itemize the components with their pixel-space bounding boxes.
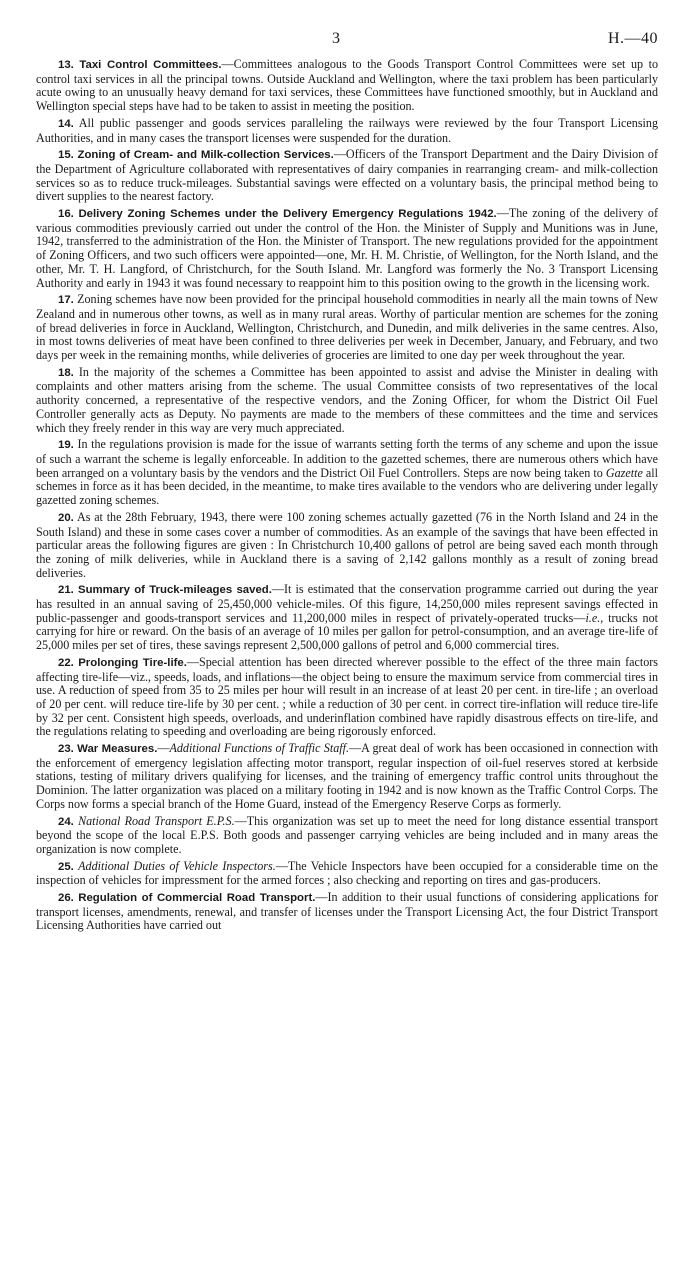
paragraph-text: As at the 28th February, 1943, there were 100 zoning schemes actually gazetted (76 in the North Island and 24 in the South Island) and these in some cases cover a number of commodities. As an example of the savings that have been effected in particular areas the following figures are given : In Christchurch 10,400 gallons of petrol are being saved each month through the zoning of milk deliveries, while in Auckland there is a saving of 2,142 gallons monthly as a result of zoning bread deliveries. <box>36 509 659 580</box>
paragraph-subheading: Additional Functions of Traffic Staff. <box>169 741 349 756</box>
paragraph-text: all schemes in force as it has been decided, in the meantime, to make tires available to the vendors who are delivering under legally gazetted zoning schemes. <box>36 465 658 508</box>
paragraph: 26. Regulation of Commercial Road Transport.—In addition to their usual functions of considering applications for transport licenses, amendments, renewal, and transfer of licenses under the Transport Licensing Act, the four District Transport Licensing Authorities have carried out <box>36 890 658 933</box>
paragraph <box>36 366 658 436</box>
paragraph <box>36 293 658 363</box>
paragraph: 25. Additional Duties of Vehicle Inspectors.—The Vehicle Inspectors have been occupied for a considerable time on the inspection of vehicles for impressment for the armed forces ; also checking and reporting on tires and gas-producers. <box>36 858 658 888</box>
paragraph: 13. Taxi Control Committees.—Committees analogous to the Goods Transport Control Committees were set up to control taxi services in all the principal towns. Outside Auckland and Wellington, where the taxi problem has been particularly acute owing to an unusually heavy demand for taxi services, these Committees have functioned smoothly, but in Auckland and Wellington special steps have had to be taken to assist in meeting the position. <box>36 57 658 114</box>
paragraph-text: The zoning of the delivery of various commodities previously carried out under the control of the Hon. the Minister of Supply and Munitions was in June, 1942, transferred to the administration of the Hon. the Minister of Transport. The new regulations provided for the appointment of Zoning Officers, and two such officers were appointed—one, Mr. H. M. Christie, of Wellington, for the North Island, and the other, Mr. T. H. Langford, of Christchurch, for the South Island. Mr. Langford was formerly the No. 3 Transport Licensing Authority and early in 1943 it was found necessary to reappoint him to this position owing to the growth in the licensing work. <box>36 206 659 290</box>
paragraph-text: In addition to their usual functions of considering applications for transport licenses, amendments, renewal, and transfer of licenses under the Transport Licensing Act, the four District Transport Licensing Authorities have carried out <box>36 890 658 933</box>
paragraph-text: This organization was set up to meet the need for long distance essential transport beyond the scope of the local E.P.S. Both goods and passenger carrying vehicles are being included and in many areas the organization is now complete. <box>36 813 658 856</box>
paragraph-text: In the majority of the schemes a Committee has been appointed to assist and advise the Minister in dealing with complaints and other matters arising from the scheme. The usual Committee consists of two representatives of the local authority concerned, a representative of the respective vendors, and the Zoning Officer, for whom the District Oil Fuel Controller generally acts as Deputy. No payments are made to the members of these committees and the time and services which they freely render in this way are very much appreciated. <box>36 364 658 435</box>
paragraph-number: 26. <box>58 892 74 905</box>
paragraph-number: 20. <box>58 511 74 524</box>
paragraph-number: 14. <box>58 117 74 130</box>
document-body <box>36 58 658 933</box>
paragraph-subheading: Additional Duties of Vehicle Inspectors. <box>78 858 276 873</box>
paragraph-text: It is estimated that the conservation programme carried out during the year has resulted in an annual saving of 25,450,000 vehicle-miles. Of this figure, 14,250,000 miles represent savings effected in public-passenger and goods-transport services and 11,200,000 miles in respect of privately-operated trucks— <box>36 582 659 625</box>
page-header <box>36 30 658 58</box>
paragraph-number: 17. <box>58 294 74 307</box>
paragraph-heading: Taxi Control Committees. <box>79 59 222 71</box>
paragraph-heading: Prolonging Tire-life. <box>78 656 187 669</box>
paragraph-number: 16. <box>58 208 74 221</box>
paragraph: 23. War Measures.—Additional Functions of Traffic Staff.—A great deal of work has been occasioned in connection with the enforcement of emergency legislation affecting motor transport, regular inspection of oil-fuel reserves stored at kerbside stations, testing of military drivers qualifying for licenses, and the training of emergency traffic control units throughout the Dominion. The latter organization was placed on a military footing in 1942 and is now known as the Traffic Control Corps. The Corps now forms a special branch of the Home Guard, instead of the Emergency Reserve Corps as formerly. <box>36 741 658 811</box>
paragraph-number: 22. <box>58 656 74 669</box>
paragraph-text: Special attention has been directed wherever possible to the effect of the three main factors affecting tire-life—viz., speeds, loads, and inflations—the object being to ensure the maximum service from commercial tires in use. A reduction of speed from 35 to 25 miles per hour will result in an increase of at least 20 per cent. in tire-life ; an overload of 20 per cent. will reduce tire-life by 30 per cent. ; while a reduction of 30 per cent. in correct tire-inflation will reduce tire-life by 32 per cent. Consistent high speeds, overloads, and underinflation combined have rapidly disastrous effects on tire-life, and the regulations relating to speeding and overloading are being rigorously enforced. <box>36 654 658 739</box>
paragraph: 16. Delivery Zoning Schemes under the Delivery Emergency Regulations 1942.—The zoning of the delivery of various commodities previously carried out under the control of the Hon. the Minister of Supply and Munitions was in June, 1942, transferred to the administration of the Hon. the Minister of Transport. The new regulations provided for the appointment of Zoning Officers, and two such officers were appointed—one, Mr. H. M. Christie, of Wellington, for the North Island, and the other, Mr. T. H. Langford, of Christchurch, for the South Island. Mr. Langford was formerly the No. 3 Transport Licensing Authority and early in 1943 it was found necessary to reappoint him to this position owing to the growth in the licensing work. <box>36 206 659 290</box>
paragraph-number: 13. <box>58 59 74 71</box>
paragraph-heading: Zoning of Cream- and Milk-collection Services. <box>77 149 334 162</box>
paragraph-text: Committees analogous to the Goods Transport Control Committees were set up to control taxi services in all the principal towns. Outside Auckland and Wellington, where the taxi problem has been particularly acute owing to an unusually heavy demand for taxi services, these Committees have functioned smoothly, but in Auckland and Wellington special steps have had to be taken to assist in meeting the position. <box>36 57 658 114</box>
paragraph-number: 18. <box>58 366 74 379</box>
paragraph <box>36 117 658 145</box>
paragraph-text: All public passenger and goods services paralleling the railways were reviewed by the four Transport Licensing Authorities, and in many cases the transport licenses were suspended for the duration. <box>36 115 659 145</box>
paragraph: 24. National Road Transport E.P.S.—This organization was set up to meet the need for long distance essential transport beyond the scope of the local E.P.S. Both goods and passenger carrying vehicles are being included and in many areas the organization is now complete. <box>36 813 658 856</box>
paragraph: 15. Zoning of Cream- and Milk-collection Services.—Officers of the Transport Department and the Dairy Division of the Department of Agriculture collaborated with representatives of dairy companies in rearranging cream- and milk-collection services so as to reduce truck-mileages. Substantial savings were effected on a voluntary basis, the principal method being to divert supplies to the nearest factory. <box>36 147 658 204</box>
italic-text: i.e. <box>585 610 601 625</box>
paragraph-number: 25. <box>58 860 74 873</box>
paragraph <box>36 438 658 508</box>
paragraph: 22. Prolonging Tire-life.—Special attention has been directed wherever possible to the effect of the three main factors affecting tire-life—viz., speeds, loads, and inflations—the object being to ensure the maximum service from commercial tires in use. A reduction of speed from 35 to 25 miles per hour will result in an increase of at least 20 per cent. in tire-life ; an overload of 20 per cent. will reduce tire-life by 30 per cent. ; while a reduction of 30 per cent. in correct tire-inflation will reduce tire-life by 32 per cent. Consistent high speeds, overloads, and underinflation combined have rapidly disastrous effects on tire-life, and the regulations relating to speeding and overloading are being rigorously enforced. <box>36 654 658 739</box>
paragraph-text: Officers of the Transport Department and the Dairy Division of the Department of Agriculture collaborated with representatives of dairy companies in rearranging cream- and milk-collection services so as to reduce truck-mileages. Substantial savings were effected on a voluntary basis, the principal method being to divert supplies to the nearest factory. <box>36 147 658 204</box>
paragraph-number: 24. <box>58 815 74 828</box>
paragraph-heading: Delivery Zoning Schemes under the Delivery Emergency Regulations 1942. <box>78 208 497 221</box>
paragraph <box>36 511 658 581</box>
paragraph-text: In the regulations provision is made for the issue of warrants setting forth the terms of any scheme and upon the issue of such a warrant the scheme is legally enforceable. In addition to the gazetted schemes, there are numerous others which have been arranged on a voluntary basis by the vendors and the District Oil Fuel Controllers. Steps are now being taken to <box>36 437 658 480</box>
paragraph-number: 15. <box>58 149 74 162</box>
paragraph-number: 21. <box>58 584 74 597</box>
paragraph-text: The Vehicle Inspectors have been occupied for a considerable time on the inspection of vehicles for impressment for the armed forces ; also checking and reporting on tires and gas-producers. <box>36 858 658 888</box>
paragraph-number: 19. <box>58 439 74 452</box>
paragraph-heading: Summary of Truck-mileages saved. <box>78 584 272 597</box>
page-number: 3 <box>332 30 340 47</box>
paragraph-text: , trucks not carrying for hire or reward. On the basis of an average of 10 miles per gallon for petrol-consumption, and an average tire-life of 25,000 miles per set of tires, these savings represent 2,500,000 gallons of petrol and 6,000 commercial tires. <box>36 610 658 653</box>
paragraph-heading: War Measures. <box>77 743 158 756</box>
italic-text: Gazette <box>605 465 643 480</box>
paragraph: 21. Summary of Truck-mileages saved.—It is estimated that the conservation programme carried out during the year has resulted in an annual saving of 25,450,000 vehicle-miles. Of this figure, 14,250,000 miles represent savings effected in public-passenger and goods-transport services and 11,200,000 miles in respect of privately-operated trucks—i.e., trucks not carrying for hire or reward. On the basis of an average of 10 miles per gallon for petrol-consumption, and an average tire-life of 25,000 miles per set of tires, these savings represent 2,500,000 gallons of petrol and 6,000 commercial tires. <box>36 582 659 653</box>
paragraph-text: A great deal of work has been occasioned in connection with the enforcement of emergency legislation affecting motor transport, regular inspection of oil-fuel reserves stored at kerbside stations, testing of military drivers qualifying for licenses, and the training of emergency traffic control units throughout the Dominion. The latter organization was placed on a military footing in 1942 and is now known as the Traffic Control Corps. The Corps now forms a special branch of the Home Guard, instead of the Emergency Reserve Corps as formerly. <box>36 741 658 811</box>
paragraph-number: 23. <box>58 743 74 756</box>
paragraph-text: Zoning schemes have now been provided for the principal household commodities in nearly all the main towns of New Zealand and in numerous other towns, as well as in many rural areas. Worthy of particular mention are schemes for the zoning of bread deliveries in force in Auckland, Wellington, Christchurch, and Dunedin, and milk deliveries in the same centres. Also, in most towns deliveries of meat have been confined to three deliveries per week in December, January, and February, and two days per week in the remaining months, while deliveries of groceries are limited to one day per week throughout the year. <box>36 292 658 363</box>
paragraph-subheading: National Road Transport E.P.S. <box>78 813 235 828</box>
paragraph-heading: Regulation of Commercial Road Transport. <box>78 892 316 905</box>
document-reference: H.—40 <box>607 30 658 47</box>
